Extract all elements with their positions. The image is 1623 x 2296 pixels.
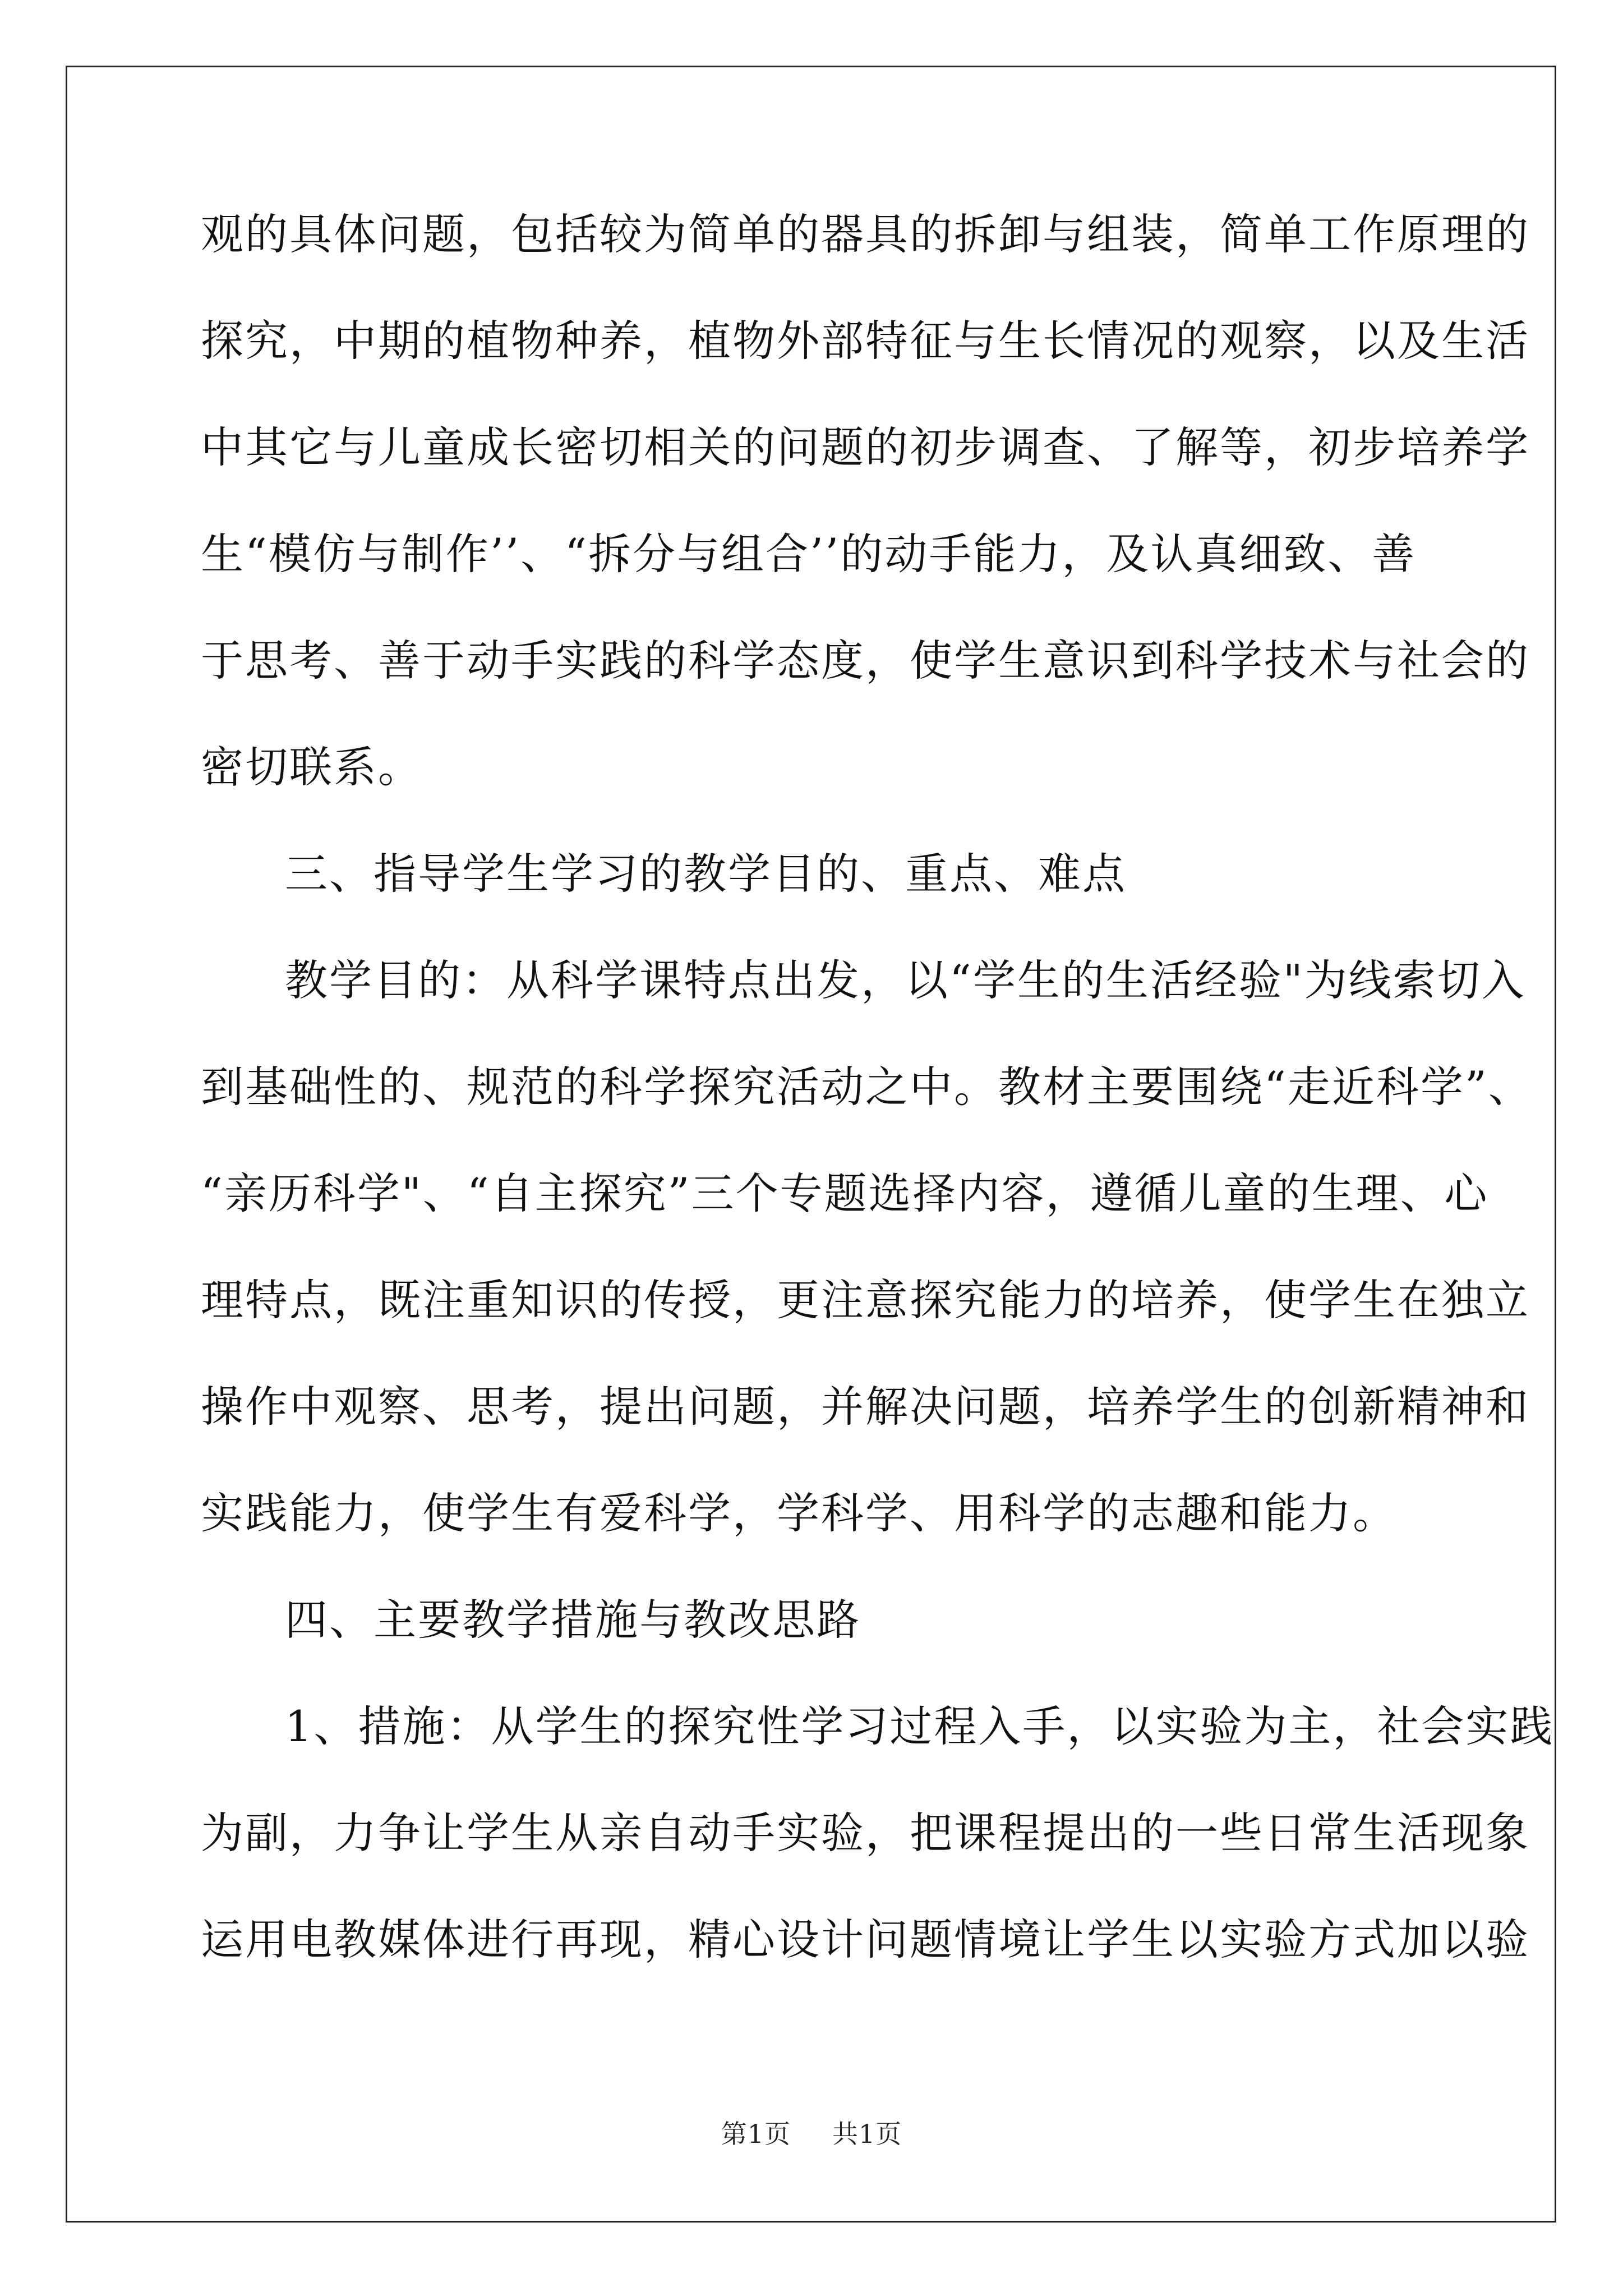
page-number-total: 共1页 [832,2119,902,2149]
text-line: 1、措施：从学生的探究性学习过程入手，以实验为主，社会实践 [285,1701,1555,1751]
text-line: 于思考、善于动手实践的科学态度，使学生意识到科学技术与社会的 [201,636,1530,685]
text-line: 操作中观察、思考，提出问题，并解决问题，培养学生的创新精神和 [201,1382,1530,1432]
text-line: 生“模仿与制作’’、“拆分与组合’’的动手能力，及认真细致、善 [201,529,1417,579]
page-footer [0,2114,1623,2151]
page-number-current: 第1页 [721,2119,791,2149]
text-line: 中其它与儿童成长密切相关的问题的初步调查、了解等，初步培养学 [201,422,1530,472]
text-line: 观的具体问题，包括较为简单的器具的拆卸与组装，简单工作原理的 [201,209,1530,259]
text-line: 理特点，既注重知识的传授，更注意探究能力的培养，使学生在独立 [201,1275,1530,1325]
text-line: 教学目的：从科学课特点出发，以“学生的生活经验"为线索切入 [285,955,1526,1005]
text-line: 密切联系。 [201,742,422,792]
text-line: 运用电教媒体进行再现，精心设计问题情境让学生以实验方式加以验 [201,1915,1530,1964]
section-heading: 四、主要教学措施与教改思路 [285,1595,861,1645]
text-line: 实践能力，使学生有爱科学，学科学、用科学的志趣和能力。 [201,1488,1397,1538]
text-line: 为副，力争让学生从亲自动手实验，把课程提出的一些日常生活现象 [201,1808,1530,1858]
text-line: 探究，中期的植物种养，植物外部特征与生长情况的观察，以及生活 [201,316,1530,366]
text-line: “亲历科学"、“自主探究”三个专题选择内容，遵循儿童的生理、心 [201,1168,1489,1218]
section-heading: 三、指导学生学习的教学目的、重点、难点 [285,849,1127,899]
page-border [66,66,1556,2223]
text-line: 到基础性的、规范的科学探究活动之中。教材主要围绕“走近科学”、 [201,1062,1533,1112]
